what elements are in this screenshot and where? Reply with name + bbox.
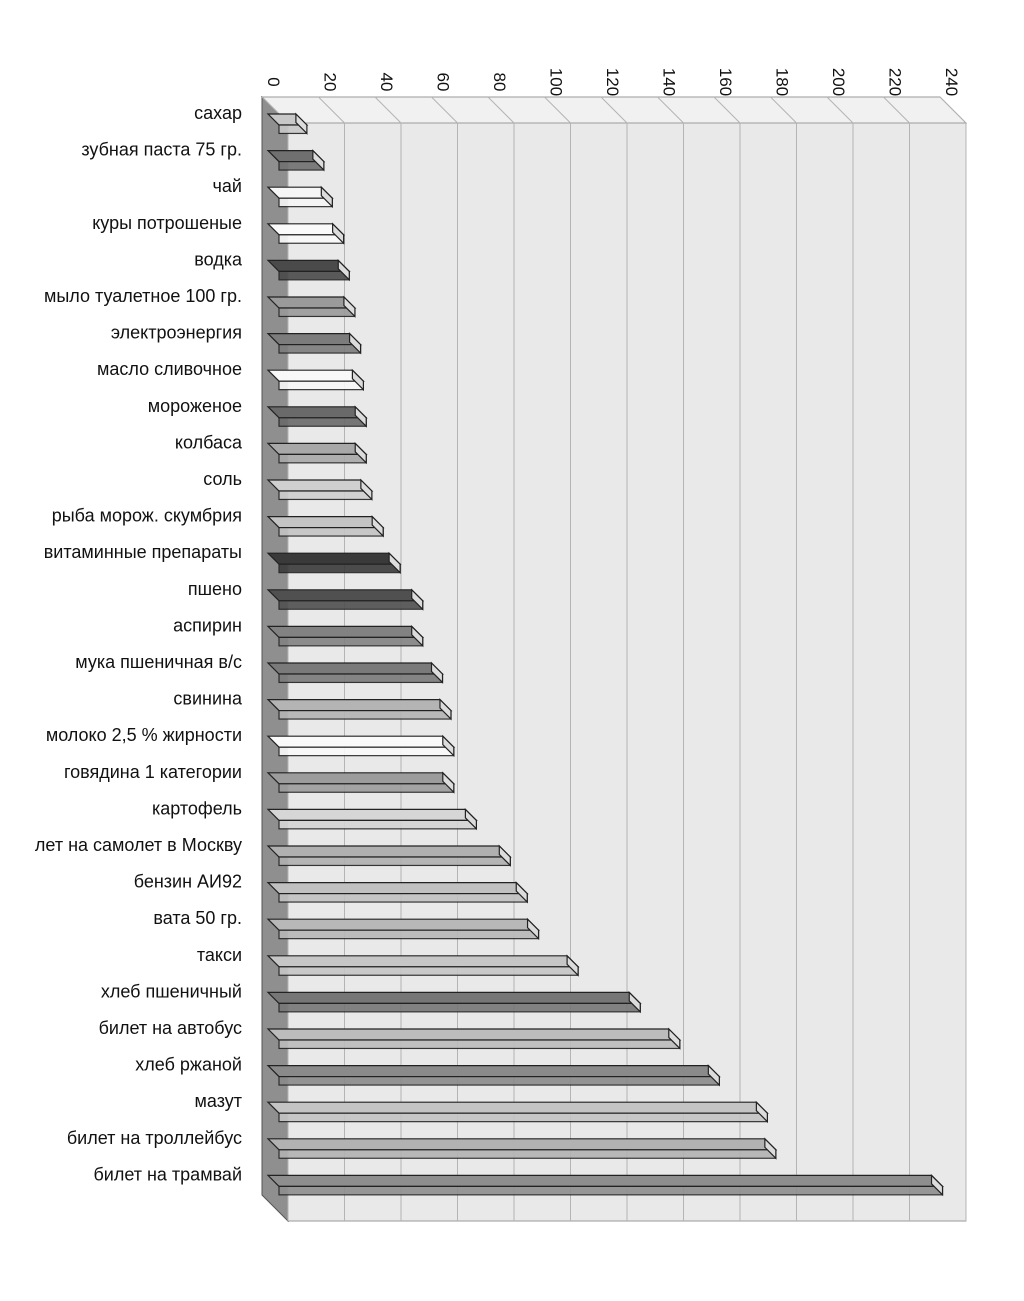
bar [279,271,349,279]
bar [279,1077,719,1085]
category-label: свинина [173,688,242,709]
bar-top [268,700,451,711]
bar-top [268,736,454,747]
category-label: молоко 2,5 % жирности [45,725,242,746]
bar [279,1150,776,1158]
bar [279,747,454,755]
bar-top [268,992,640,1003]
x-tick-label: 220 [885,67,905,97]
bar [279,1040,680,1048]
bar-top [268,626,423,637]
bar [279,601,423,609]
bar [279,381,363,389]
bar-top [268,370,363,381]
x-tick-label: 140 [659,67,679,97]
x-tick-label: 100 [546,67,566,97]
x-tick-label: 40 [377,72,396,92]
bar-top [268,260,349,271]
category-label: сахар [194,103,242,123]
bar-top [268,517,383,528]
category-label: аспирин [173,615,242,636]
x-tick-label: 0 [264,77,283,87]
bar-top [268,553,400,564]
bar [279,784,454,792]
x-tick-label: 80 [490,72,509,92]
category-label: билет на трамвай [93,1164,242,1185]
bar [279,345,361,353]
category-label: хлеб пшеничный [100,981,242,1002]
category-label: хлеб ржаной [135,1054,242,1075]
x-tick-label: 120 [603,67,622,97]
category-label: вата 50 гр. [153,908,242,929]
category-label: соль [203,469,242,489]
bar [279,820,476,828]
x-tick-label: 160 [716,67,735,97]
bar [279,711,451,719]
category-label: мороженое [147,395,242,416]
category-label: масло сливочное [97,359,242,380]
bar-top [268,334,361,345]
category-label: водка [194,249,242,270]
bar-top [268,1175,943,1186]
bar [279,857,510,865]
category-label: бензин АИ92 [133,871,242,892]
bar-top [268,480,372,491]
bar-top [268,956,578,967]
category-label: билет на троллейбус [66,1127,242,1148]
bar [279,418,366,426]
bar [279,1113,767,1121]
x-tick-label: 240 [942,67,961,97]
bar-top [268,1029,680,1040]
bar-top [268,773,454,784]
x-tick-label: 200 [829,67,848,97]
category-label: рыба морож. скумбрия [51,505,242,526]
bar-top [268,407,366,418]
bar [279,564,400,572]
bar [279,491,372,499]
bar-top [268,1139,776,1150]
bar [279,235,344,243]
category-label: картофель [151,798,242,819]
bar-top [268,443,366,454]
bar-top [268,297,355,308]
category-label: мука пшеничная в/с [75,652,242,672]
category-label: мыло туалетное 100 гр. [43,286,242,306]
category-label: колбаса [174,432,242,453]
bar [279,308,355,316]
x-tick-label: 20 [320,72,340,92]
bar [279,967,578,975]
bar-top [268,919,539,930]
category-label: говядина 1 категории [63,761,242,782]
category-label: куры потрошеные [92,212,242,233]
category-label: такси [196,944,242,965]
category-label: пшено [187,578,242,599]
category-label: билет на автобус [98,1018,242,1038]
bar-top [268,590,423,601]
category-label: зубная паста 75 гр. [81,139,242,160]
category-label: чай [212,176,242,197]
category-label: лет на самолет в Москву [34,835,242,855]
x-tick-label: 180 [772,67,792,97]
bar [279,1186,943,1194]
x-tick-label: 60 [433,72,453,92]
bar [279,674,443,682]
bar-top [268,663,443,674]
category-label: витаминные препараты [43,542,242,563]
bar [279,454,366,462]
category-label: мазут [194,1091,242,1112]
bar-top [268,883,527,894]
bar-top [268,846,510,857]
bar [279,1003,640,1011]
bar-top [268,1066,719,1077]
bar-top [268,809,476,820]
bar [279,637,423,645]
category-label: электроэнергия [110,322,242,343]
bar [279,930,539,938]
bar [279,528,383,536]
bar-top [268,1102,767,1113]
bar [279,894,527,902]
